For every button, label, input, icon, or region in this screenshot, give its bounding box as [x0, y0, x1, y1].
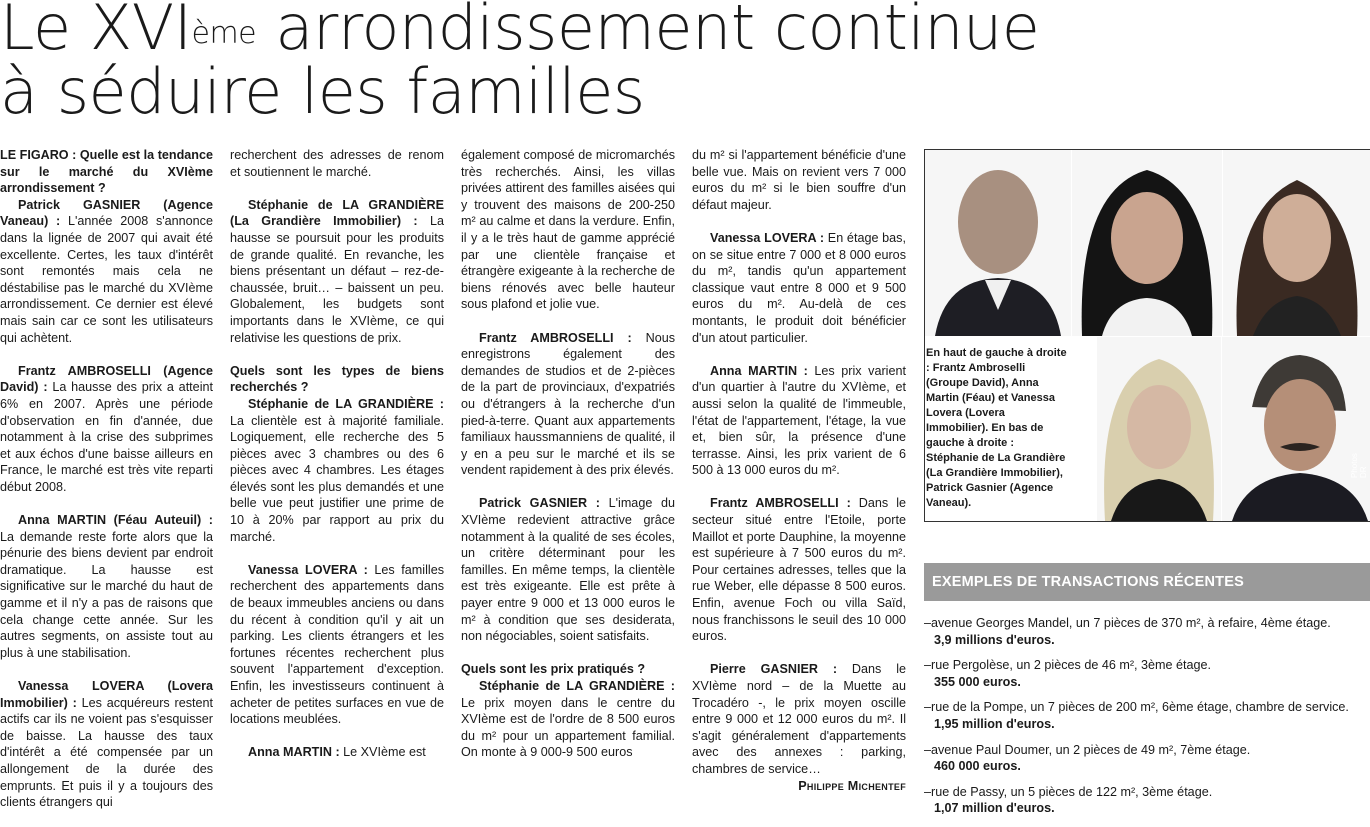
speaker: Frantz AMBROSELLI : — [710, 496, 851, 511]
answer — [692, 230, 906, 346]
transaction-price: 460 000 euros. — [934, 759, 1021, 774]
speaker: Vanessa LOVERA : — [710, 230, 825, 245]
article-headline — [0, 0, 1040, 128]
headline-line-1 — [0, 0, 1040, 64]
transaction-item — [924, 742, 1370, 775]
speaker: Stéphanie de LA GRANDIÈRE (La Grandière Immobilier) : — [230, 197, 444, 229]
answer-text: Les familles recherchent des appartements dans de beaux immeubles anciens ou dans du récent à condition qu'il y ait un parking. Les clients étrangers et les fortunes récentes recherchent plus souvent l'appartement d'exception. Enfin, les investisseurs continuent à acheter de petites surfaces en vue de locations meublées. — [230, 562, 444, 727]
transactions-list — [924, 615, 1370, 826]
speaker: Patrick GASNIER (Agence Vaneau) : — [0, 197, 213, 229]
article-column-3 — [461, 147, 675, 778]
transaction-item — [924, 699, 1370, 732]
portrait-image — [1097, 337, 1221, 521]
headline-text-b: arrondissement continue — [256, 0, 1040, 64]
question: LE FIGARO : Quelle est la tendance sur le marché du XVIème arrondissement ? — [0, 148, 213, 196]
answer-continued: recherchent des adresses de renom et soutiennent le marché. — [230, 148, 444, 179]
answer-text: La hausse des prix a atteint 6% en 2007. Après une période d'observation en fin d'année, due notamment à la crise des subprimes et aux échos d'une baisse ailleurs en France, le marché est très vite reparti début 2008. — [0, 380, 213, 494]
transaction-description: –avenue Georges Mandel, un 7 pièces de 370 m², à refaire, 4ème étage. — [924, 616, 1331, 630]
transaction-item — [924, 615, 1370, 648]
speaker: Anna MARTIN : — [248, 745, 340, 760]
article-column-4 — [692, 147, 906, 794]
answer — [461, 678, 675, 761]
answer-text: La clientèle est à majorité familiale. Logiquement, elle recherche des 5 pièces avec 3 chambres ou des 6 pièces avec 4 chambres. Les étages élevés sont les plus demandés et une belle vue peut justifier une prime de 10 à 20% par rapport au prix du marché. — [230, 413, 444, 544]
answer — [0, 197, 213, 346]
speaker: Frantz AMBROSELLI (Agence David) : — [0, 363, 213, 395]
answer-text: Les prix varient d'un quartier à l'autre du XVIème, et aussi selon la qualité de l'immeuble, l'état de l'appartement, l'étage, la vue et, bien sûr, la présence d'une terrasse. Ainsi, les prix varient de 6 500 à 13 000 euros du m². — [692, 363, 906, 478]
article-column-2 — [230, 147, 444, 778]
answer — [692, 495, 906, 644]
answer-text: En étage bas, on se situe entre 7 000 et 8 000 euros du m², tandis qu'un appartement classique vaut entre 8 000 et 9 500 euros du m². Au-delà de ces montants, le produit doit bénéficier d'un atout particulier. — [692, 230, 906, 345]
answer — [230, 562, 444, 728]
transaction-price: 1,07 million d'euros. — [934, 801, 1055, 816]
speaker: Vanessa LOVERA (Lovera Immobilier) : — [0, 679, 213, 710]
speaker: Stéphanie de LA GRANDIÈRE : — [248, 396, 444, 411]
question: Quels sont les prix pratiqués ? — [461, 662, 646, 677]
headline-text-a: Le XVI — [0, 0, 192, 64]
answer — [230, 197, 444, 346]
transaction-price: 3,9 millions d'euros. — [934, 632, 1055, 647]
answer — [692, 661, 906, 777]
headline-superscript: ème — [191, 16, 257, 51]
portrait-photo-anna-martin — [1072, 150, 1222, 336]
answer-text: Dans le XVIème nord – de la Muette au Trocadéro -, le prix moyen oscille entre 9 000 et 12 000 euros du m². Il s'agit généralement d'appartements avec des annexes : parking, chambres de service… — [692, 662, 907, 776]
photo-credit: Photos DR — [1350, 453, 1368, 478]
transaction-item — [924, 657, 1370, 690]
headline-line-2: à séduire les familles — [0, 55, 645, 128]
answer-text: Le prix moyen dans le centre du XVIème est de l'ordre de 8 500 euros du m² pour un appartement familial. On monte à 9 000-9 500 euros — [461, 695, 675, 760]
portrait-image — [1223, 150, 1370, 336]
portrait-image — [1072, 150, 1222, 336]
speaker: Patrick GASNIER : — [479, 496, 600, 511]
speaker: Pierre GASNIER : — [710, 662, 838, 677]
answer — [692, 363, 906, 479]
portrait-photo-patrick-gasnier — [1222, 337, 1370, 521]
transaction-description: –rue de Passy, un 5 pièces de 122 m², 3ème étage. — [924, 784, 1213, 799]
answer-text: L'image du XVIème redevient attractive grâce notamment à la qualité de ses écoles, un critère déterminant pour les familles. En même temps, la clientèle est très exigeante. Elle est prête à payer entre 9 000 et 13 000 euros le m² à condition que ses desiderata, non négociables, soient satisfaits. — [461, 496, 676, 644]
transaction-item — [924, 784, 1370, 817]
answer-text: Le XVIème est — [339, 745, 426, 760]
answer-text: La demande reste forte alors que la pénurie des biens devient par endroit dramatique. La hausse est significative sur le marché du haut de gamme et il n'y a pas de raisons que cela change cette année. Sur les autres segments, on assiste tout au plus à une stabilisation. — [0, 529, 213, 660]
answer — [0, 678, 213, 811]
portrait-photo-vanessa-lovera — [1223, 150, 1370, 336]
answer — [461, 330, 675, 479]
speaker: Anna MARTIN (Féau Auteuil) : — [18, 513, 213, 528]
answer — [0, 363, 213, 496]
answer-continued: du m² si l'appartement bénéficie d'une belle vue. Mais on revient vers 7 000 euros du m² si le bien souffre d'un défaut majeur. — [692, 148, 906, 212]
speaker: Stéphanie de LA GRANDIÈRE : — [479, 679, 675, 693]
answer — [230, 744, 444, 761]
portrait-photo-frantz-ambroselli — [925, 150, 1071, 336]
speaker: Vanessa LOVERA : — [248, 562, 368, 577]
transaction-description: –avenue Paul Doumer, un 2 pièces de 49 m², 7ème étage. — [924, 742, 1251, 757]
answer — [230, 396, 444, 545]
photo-caption: En haut de gauche à droite : Frantz Ambroselli (Groupe David), Anna Martin (Féau) et Vanessa Lovera (Lovera Immobilier). En bas de gauche à droite : Stéphanie de La Grandière (La Grandière Immobilier), Patrick Gasnier (Agence Vaneau). — [926, 347, 1067, 509]
transaction-description: –rue de la Pompe, un 7 pièces de 200 m², 6ème étage, chambre de service. — [924, 700, 1349, 715]
answer-continued: également composé de micromarchés très recherchés. Ainsi, les villas privées attirent des familles aisées qui y trouvent des maisons de 200-250 m² au calme et dans la verdure. Enfin, il y a le très haut de gamme apprécié par une clientèle française et étrangère exigeante à la recherche de biens rénovés avec belle hauteur sous plafond et jolie vue. — [461, 148, 675, 312]
answer — [0, 512, 213, 661]
transaction-price: 355 000 euros. — [934, 674, 1021, 689]
portrait-image — [925, 150, 1071, 336]
answer-text: L'année 2008 s'annonce dans la lignée de 2007 qui avait été excellente. Certes, les taux d'intérêt sont remontés mais cela ne déstabilise pas le marché du XVIème arrondissement. Ce dernier est élevé mais sain car ce sont les utilisateurs qui achètent. — [0, 214, 213, 345]
portrait-photo-stephanie-de-la-grandiere — [1097, 337, 1221, 521]
author-signature: Philippe Michentef — [798, 778, 906, 793]
question: Quels sont les types de biens recherchés ? — [230, 363, 444, 395]
article-column-1 — [0, 147, 213, 827]
transaction-price: 1,95 million d'euros. — [934, 716, 1055, 731]
answer-text: Les acquéreurs restent actifs car ils ne voient pas s'esquisser de baisse. La hausse des taux d'intérêt a été compensée par un allongement de la durée des emprunts. Et puis il y a toujours des clients étrangers qui — [0, 695, 213, 810]
transactions-header: EXEMPLES DE TRANSACTIONS RÉCENTES — [924, 563, 1370, 601]
answer-text: La hausse se poursuit pour les produits de grande qualité. En revanche, les biens présentant un défaut – rez-de-chaussée, bruit… – baissent un peu. Globalement, les budgets sont importants dans le XVIème, ce qui relativise les questions de prix. — [230, 214, 444, 345]
speaker: Frantz AMBROSELLI : — [479, 330, 632, 345]
portrait-image — [1222, 337, 1370, 521]
transaction-description: –rue Pergolèse, un 2 pièces de 46 m², 3ème étage. — [924, 658, 1212, 673]
answer-text: Dans le secteur situé entre l'Etoile, porte Maillot et porte Dauphine, la moyenne est supérieure à 7 500 euros du m². Pour certaines adresses, telles que la rue Weber, elle dépasse 8 500 euros. Enfin, avenue Foch ou villa Saïd, nous franchissons le seuil des 10 000 euros. — [692, 496, 906, 644]
answer — [461, 495, 675, 644]
speaker: Anna MARTIN : — [710, 363, 808, 378]
answer-text: Nous enregistrons également des demandes de studios et de 2-pièces de la part de provinciaux, d'expatriés ou d'étrangers à la recherche d'un pied-à-terre. Quant aux appartements familiaux haussmanniens de qualité, il y en a peu sur le marché et ils se vendent rapidement à des prix élevés. — [461, 330, 675, 478]
